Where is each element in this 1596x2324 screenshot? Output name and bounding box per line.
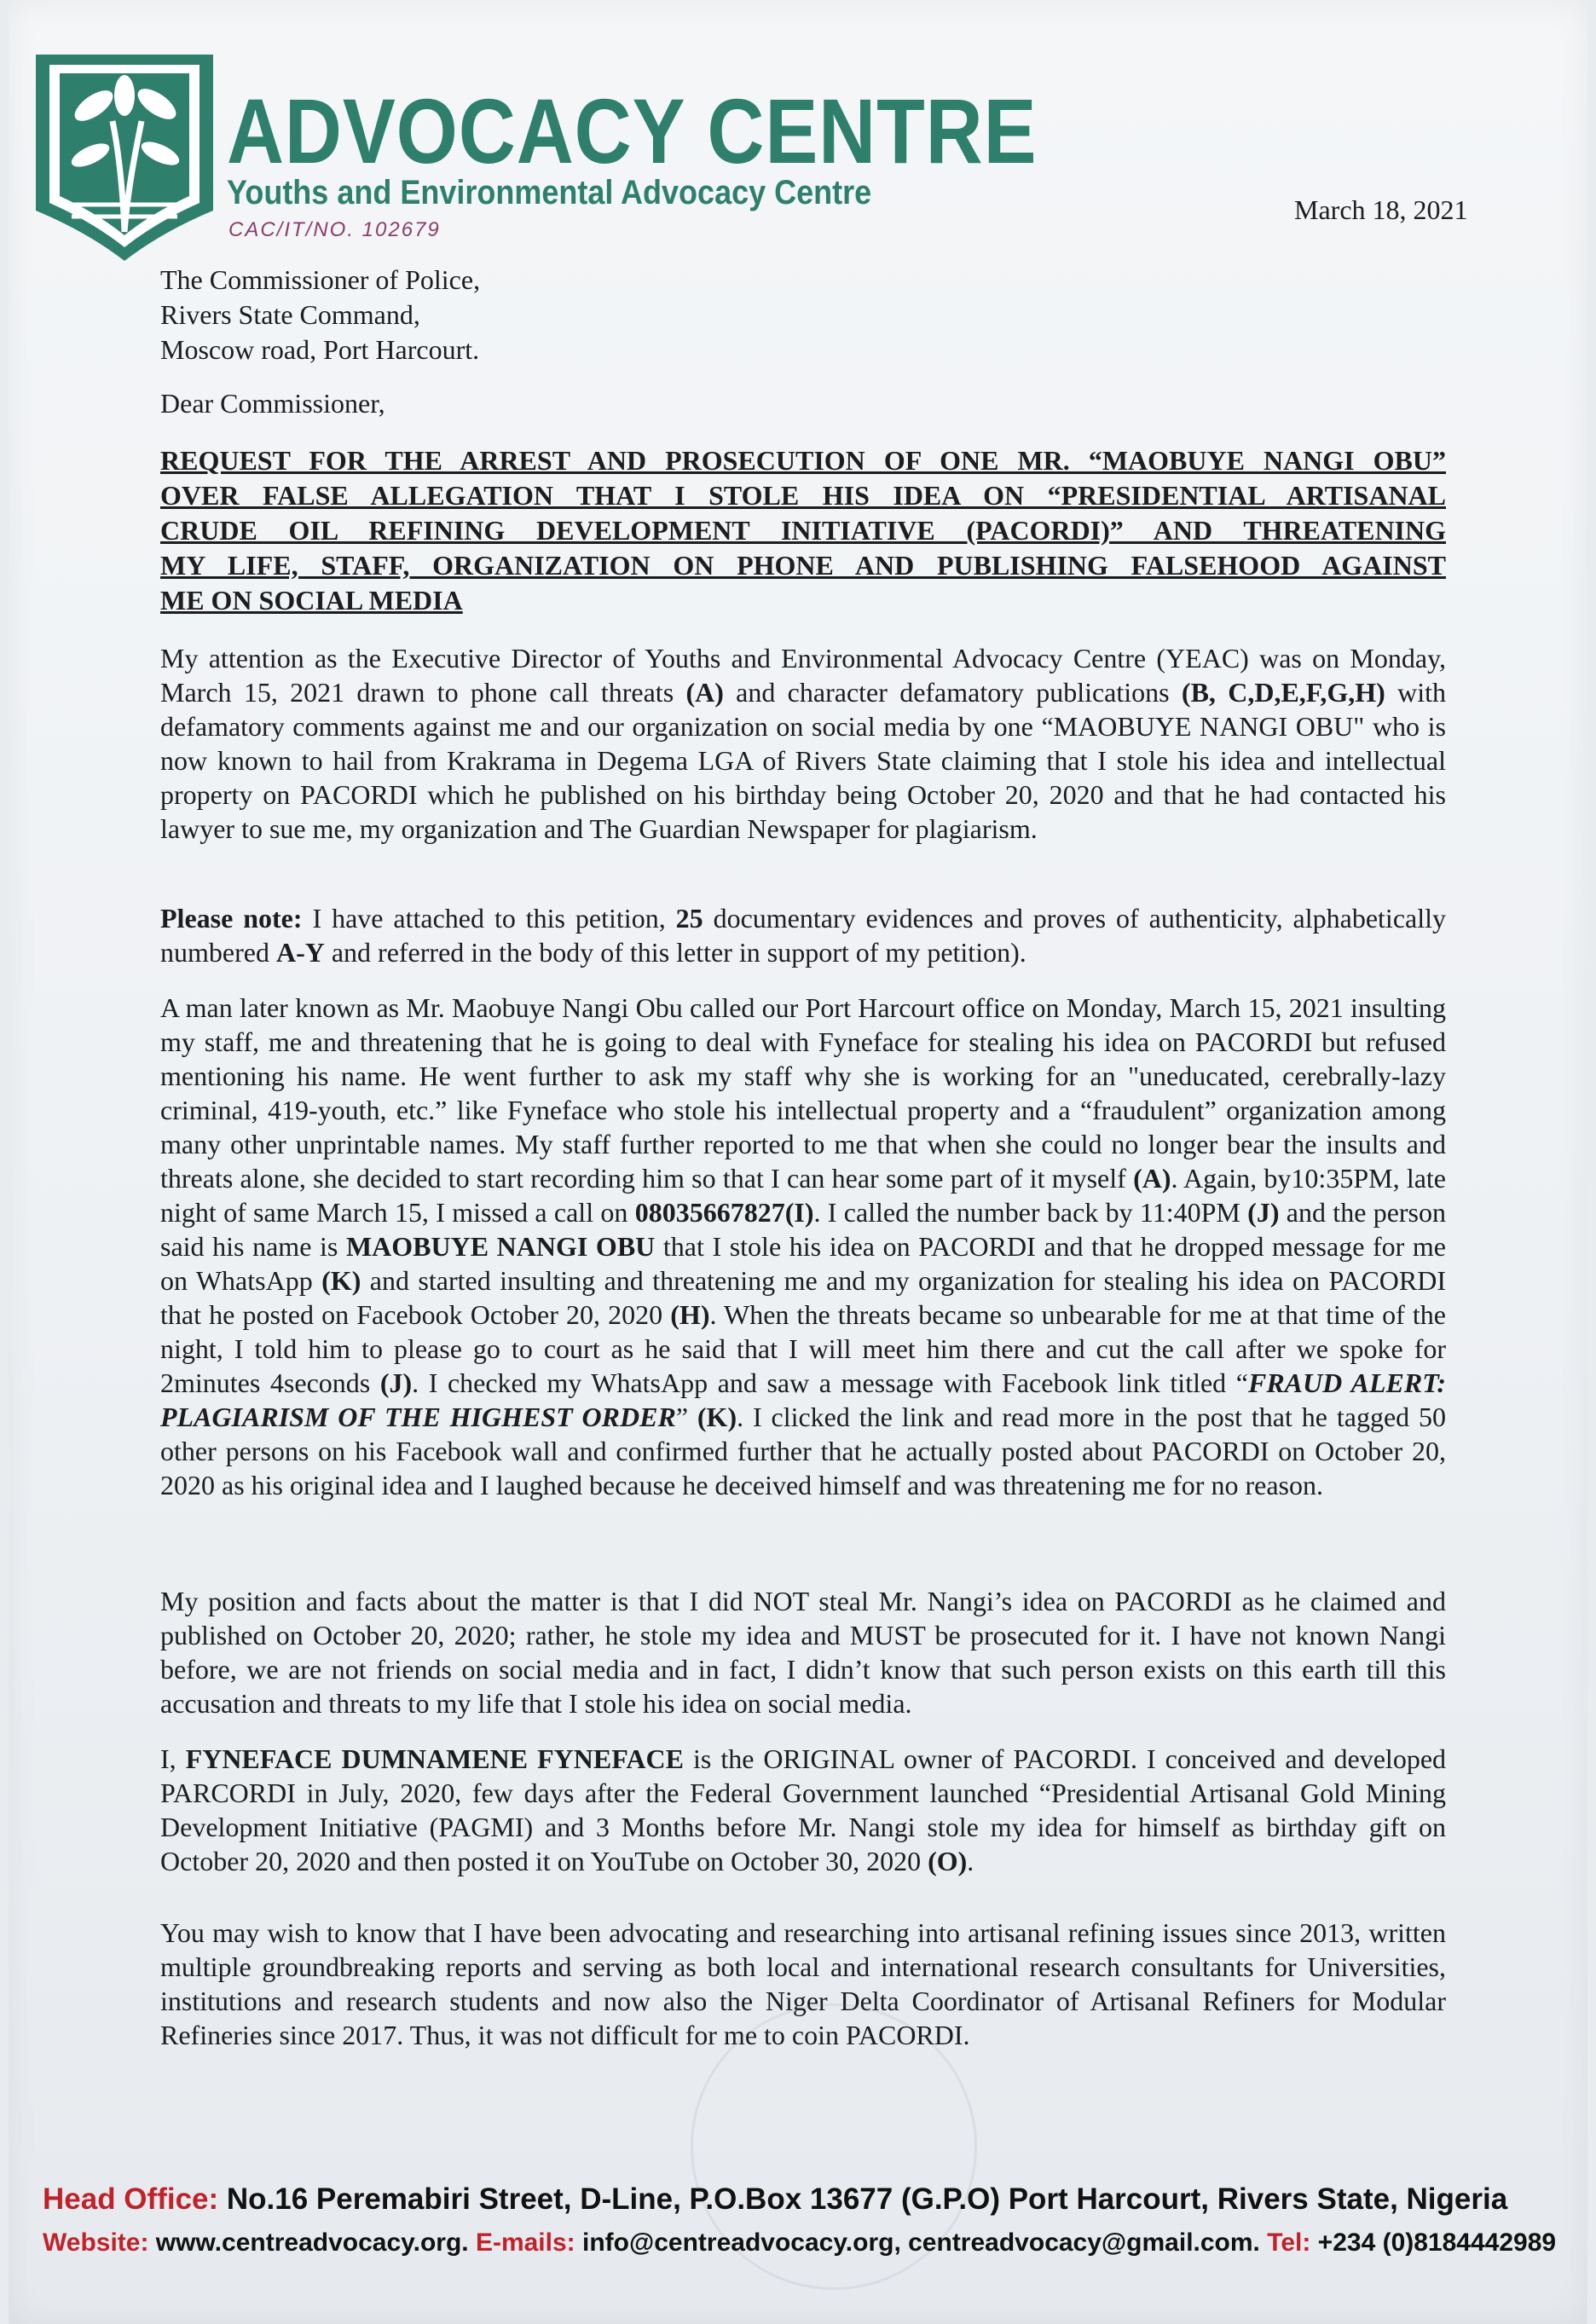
paragraph-note: Please note: I have attached to this petition, 25 documentary evidences and proves of authenticity, alphabetically numbered A-Y and referred in the body of this letter in support of my petition). <box>160 903 1447 968</box>
telephone-number: +234 (0)8184442989 <box>1310 2229 1557 2257</box>
subject-line: OVER FALSE ALLEGATION THAT I STOLE HIS IDEA ON “PRESIDENTIAL ARTISANAL <box>160 480 1446 511</box>
email-links[interactable]: info@centreadvocacy.org, centreadvocacy@gmail.com. <box>575 2229 1268 2257</box>
footer-head-office: Head Office: No.16 Peremabiri Street, D-Line, P.O.Box 13677 (G.P.O) Port Harcourt, Rivers State, Nigeria <box>43 2182 1508 2216</box>
letterhead <box>34 53 1038 266</box>
recipient-line: Moscow road, Port Harcourt. <box>160 334 480 365</box>
organization-name: ADVOCACY CENTRE <box>227 79 1038 182</box>
paragraph-attention: My attention as the Executive Director of Youths and Environmental Advocacy Centre (YEAC) was on Monday, March 15, 2021 drawn to phone call threats (A) and character defamatory publications (B, C,D,E,F,G,H) with defamatory comments against me and our organization on social media by one “MAOBUYE NANGI OBU" who is now known to hail from Krakrama in Degema LGA of Rivers State claiming that I stole his idea and intellectual property on PACORDI which he published on his birthday being October 20, 2020 and that he had contacted his lawyer to sue me, my organization and The Guardian Newspaper for plagiarism. <box>160 643 1447 844</box>
paragraph-ownership: I, FYNEFACE DUMNAMENE FYNEFACE is the ORIGINAL owner of PACORDI. I conceived and developed PARCORDI in July, 2020, few days after the Federal Government launched “Presidential Artisanal Gold Mining Development Initiative (PAGMI) and 3 Months before Mr. Nangi stole my idea for himself as birthday gift on October 20, 2020 and then posted it on YouTube on October 30, 2020 (O). <box>160 1743 1447 1876</box>
subject-line: MY LIFE, STAFF, ORGANIZATION ON PHONE AND PUBLISHING FALSEHOOD AGAINST <box>160 550 1446 581</box>
paragraph-background: You may wish to know that I have been advocating and researching into artisanal refining issues since 2013, written multiple groundbreaking reports and serving as both local and international research consultants for Universities, institutions and research students and now also the Niger Delta Coordinator of Artisanal Refiners for Modular Refineries since 2017. Thus, it was not difficult for me to coin PACORDI. <box>160 1917 1446 2050</box>
letter-date: March 18, 2021 <box>1294 194 1468 225</box>
paragraph-incident: A man later known as Mr. Maobuye Nangi Obu called our Port Harcourt office on Monday, March 15, 2021 insulting my staff, me and threatening that he is going to deal with Fyneface for stealing his idea on PACORDI but refused mentioning his name. He went further to ask my staff why she is working for an "uneducated, cerebrally-lazy criminal, 419-youth, etc.” like Fyneface who stole his intellectual property and a “fraudulent” organization among many other unprintable names. My staff further reported to me that when she could no longer bear the insults and threats alone, she decided to start recording him so that I can hear some part of it myself (A). Again, by10:35PM, late night of same March 15, I missed a call on 08035667827(I). I called the number back by 11:40PM (J) and the person said his name is MAOBUYE NANGI OBU that I stole his idea on PACORDI and that he dropped message for me on WhatsApp (K) and started insulting and threatening me and my organization for stealing his idea on PACORDI that he posted on Facebook October 20, 2020 (H). When the threats became so unbearable for me at that time of the night, I told him to please go to court as he said that I will meet him there and cut the call after we spoke for 2minutes 4seconds (J). I checked my WhatsApp and saw a message with Facebook link titled “FRAUD ALERT: PLAGIARISM OF THE HIGHEST ORDER” (K). I clicked the link and read more in the post that he tagged 50 other persons on his Facebook wall and confirmed further that he actually posted about PACORDI on October 20, 2020 as his original idea and I laughed because he deceived himself and was threatening me for no reason. <box>160 992 1447 1500</box>
salutation: Dear Commissioner, <box>160 388 385 419</box>
registration-number: CAC/IT/NO. 102679 <box>228 218 441 241</box>
subject-line: CRUDE OIL REFINING DEVELOPMENT INITIATIVE (PACORDI)” AND THREATENING <box>160 515 1446 546</box>
paragraph-position: My position and facts about the matter is that I did NOT steal Mr. Nangi’s idea on PACORDI as he claimed and published on October 20, 2020; rather, he stole my idea and MUST be prosecuted for it. I have not known Nangi before, we are not friends on social media and in fact, I didn’t know that such person exists on this earth till this accusation and threats to my life that I stole his idea on social media. <box>160 1586 1446 1719</box>
recipient-address <box>160 263 480 367</box>
letter-page <box>9 0 1587 2324</box>
subject-line: ME ON SOCIAL MEDIA <box>160 585 463 616</box>
footer-contacts: Website: www.centreadvocacy.org. E-mails: info@centreadvocacy.org, centreadvocacy@gmail.com. Tel: +234 (0)8184442989 <box>43 2229 1557 2257</box>
subject-line: REQUEST FOR THE ARREST AND PROSECUTION OF ONE MR. “MAOBUYE NANGI OBU” <box>160 445 1446 476</box>
recipient-line: The Commissioner of Police, <box>160 264 481 295</box>
leaf-plant-logo-icon <box>34 53 215 263</box>
subject-heading <box>160 443 1446 618</box>
recipient-line: Rivers State Command, <box>160 299 420 330</box>
organization-subtitle: Youths and Environmental Advocacy Centre <box>227 174 872 211</box>
website-link[interactable]: www.centreadvocacy.org. <box>148 2229 476 2257</box>
